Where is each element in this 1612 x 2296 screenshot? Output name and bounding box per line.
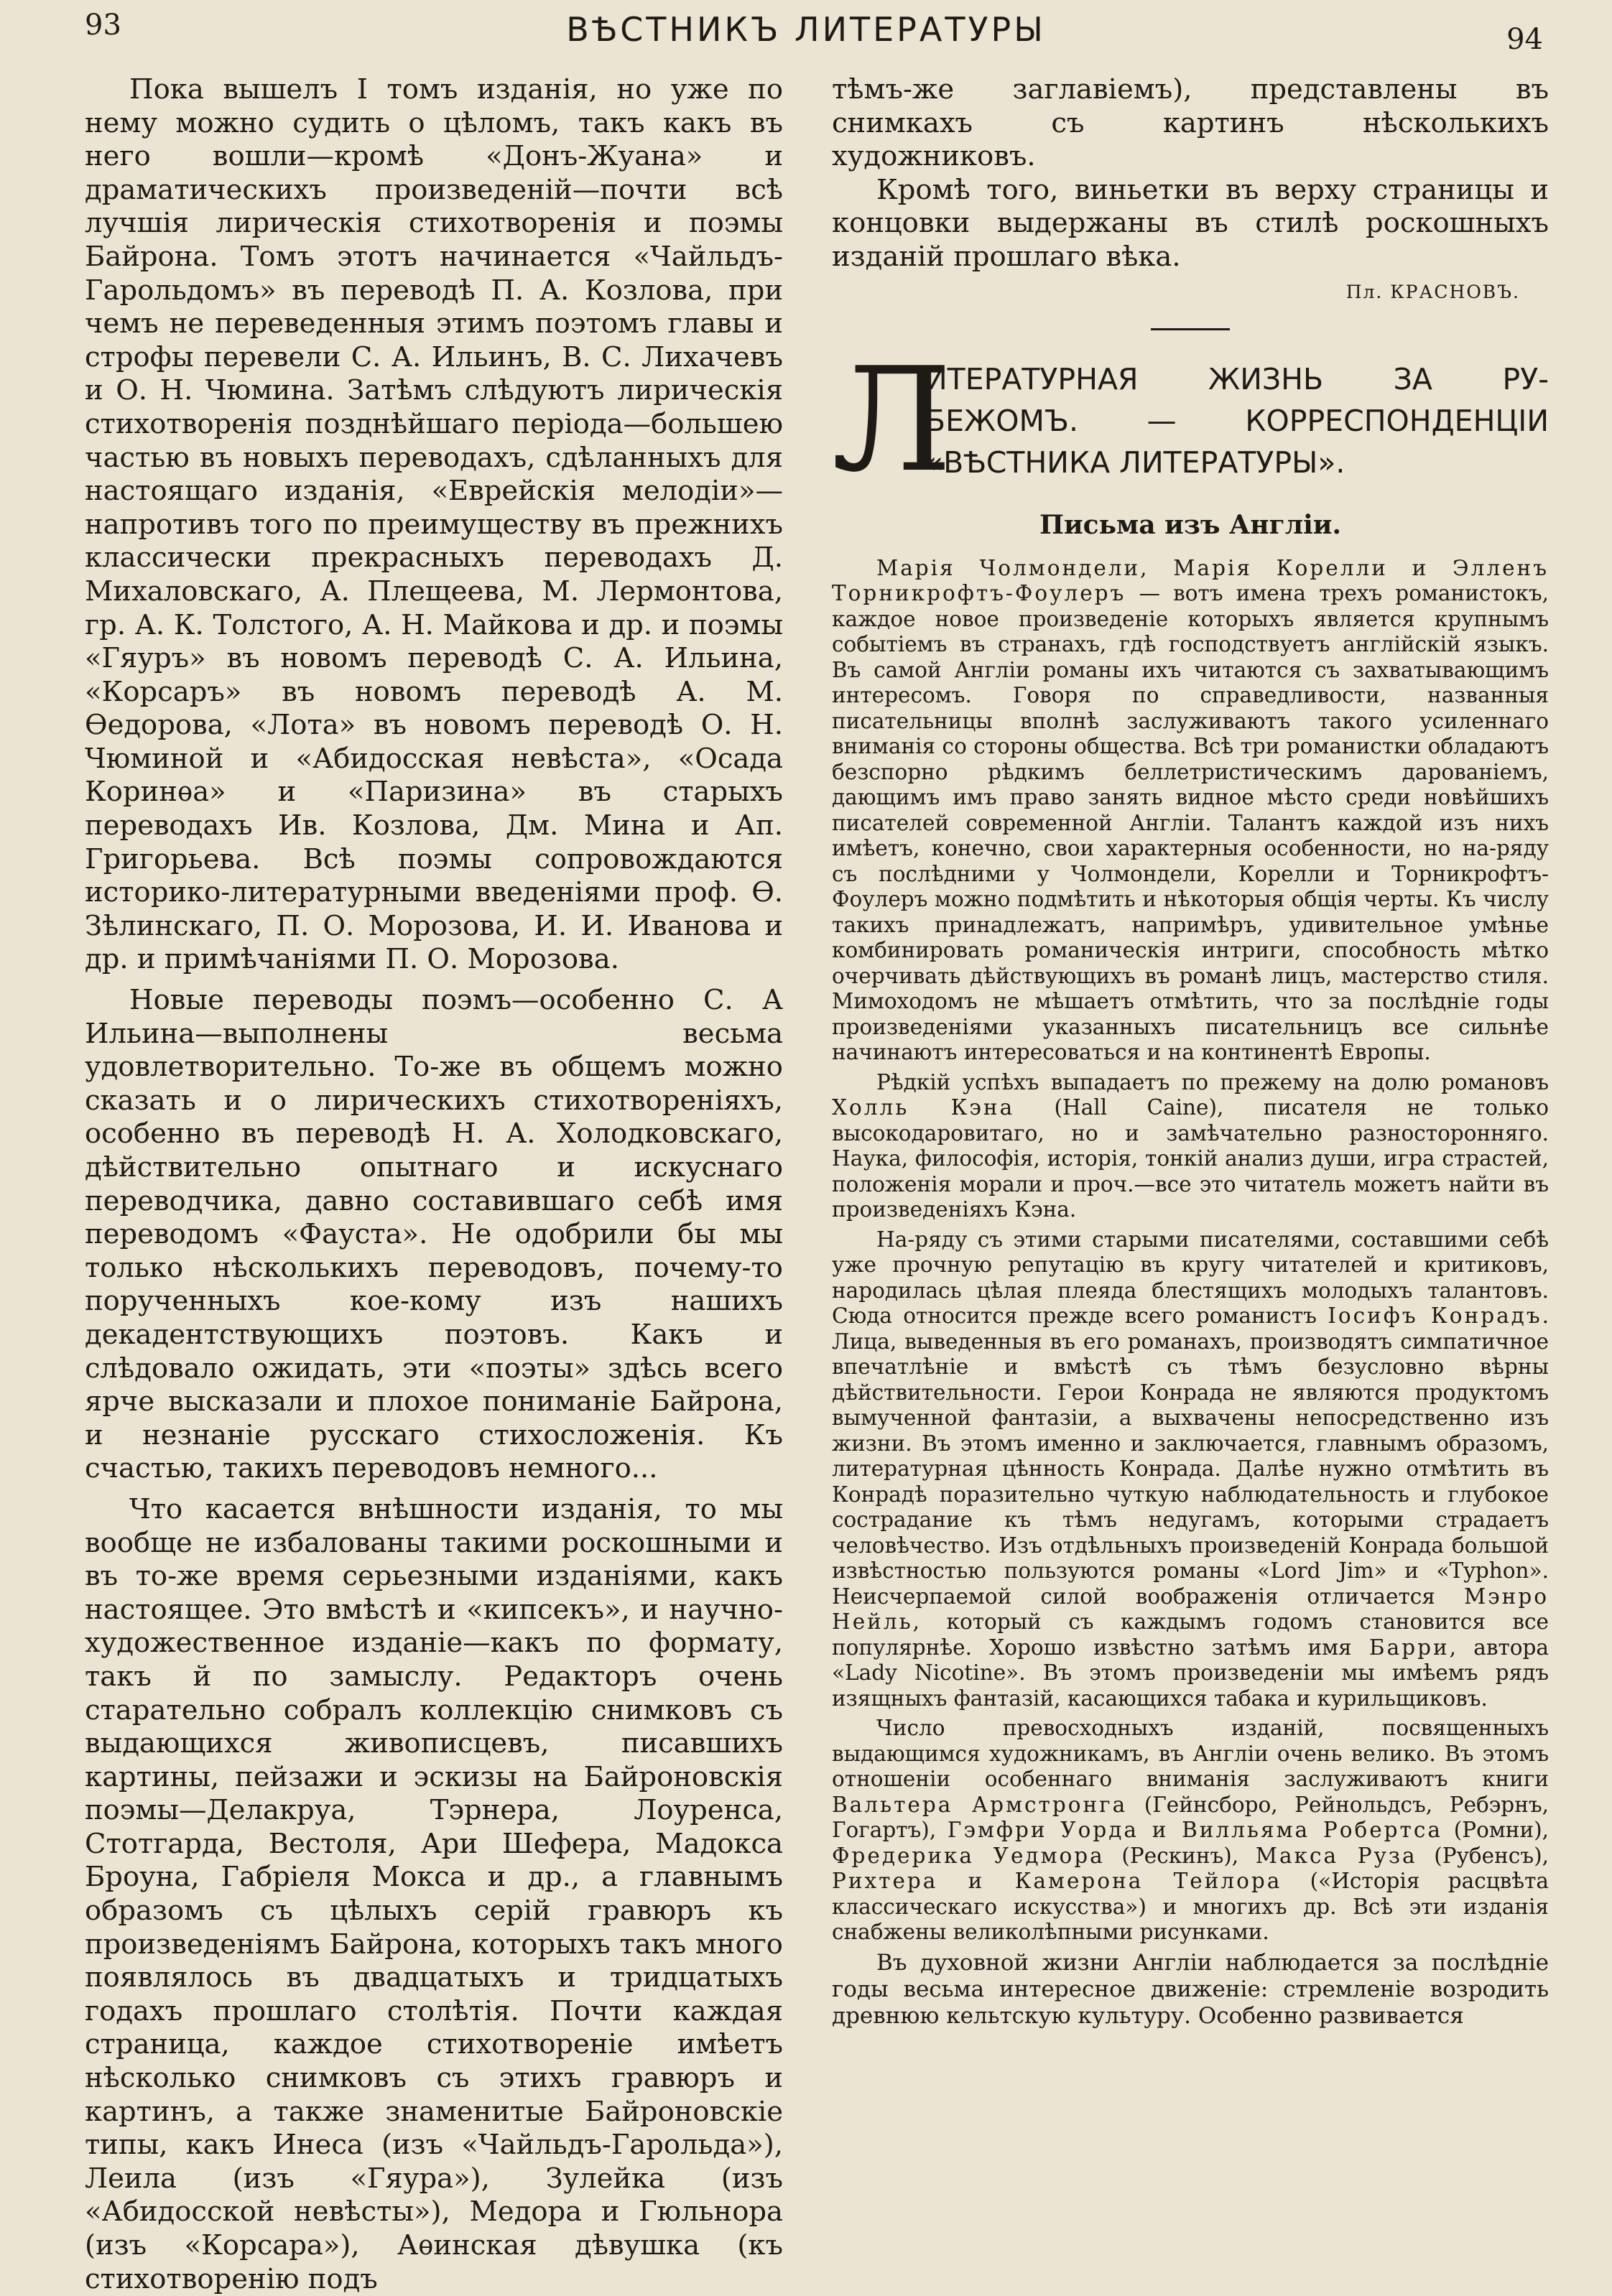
author-name: Фредерика Уедмора [832, 1843, 1105, 1868]
page-number-left: 93 [85, 9, 121, 42]
author-name: Іосифъ Конрадъ [1328, 1303, 1542, 1329]
drop-cap: Л [832, 336, 952, 504]
page-number-right: 94 [1506, 23, 1543, 56]
paragraph: тѣмъ-же заглавіемъ), представлены въ снимкахъ съ картинъ нѣсколькихъ художниковъ. [832, 73, 1549, 173]
heading-line: БЕЖОМЪ. — КОРРЕСПОНДЕНЦІИ [925, 403, 1549, 438]
section-heading [832, 336, 1549, 504]
paragraph: Въ духовной жизни Англіи наблюдается за послѣдніе годы весьма интересное движеніе: стремленіе возродить древнюю кельтскую культуру. Особенно развивается [832, 1949, 1549, 2029]
paragraph: Новые переводы поэмъ—особенно С. А Ильина—выполнены весьма удовлетворительно. То-же въ общемъ можно сказать и о лирическихъ стихотвореніяхъ, особенно въ переводѣ Н. А. Холодковскаго, дѣйствительно опытнаго и искуснаго переводчика, давно составившаго себѣ имя переводомъ «Фауста». Не одобрили бы мы только нѣсколькихъ переводовъ, почему-то порученныхъ кое-кому изъ нашихъ декадентствующихъ поэтовъ. Какъ и слѣдовало ожидать, эти «поэты» здѣсь всего ярче высказали и плохое пониманіе Байрона, и незнаніе русскаго стихосложенія. Къ счастью, такихъ переводовъ немного... [85, 984, 783, 1485]
paragraph: Кромѣ того, виньетки въ верху страницы и концовки выдержаны въ стилѣ роскошныхъ изданій прошлаго вѣка. [832, 173, 1549, 273]
text: Число превосходныхъ изданій, посвященныхъ выдающимся художникамъ, въ Англіи очень велико. Въ этомъ отношеніи особеннаго вниманія заслуживаютъ книги [832, 1716, 1549, 1792]
text: («Исторія расцвѣта классическаго искусства») и многихъ др. Всѣ эти изданія снабжены великолѣпными рисунками. [832, 1869, 1549, 1945]
heading-line: «ВѢСТНИКА ЛИТЕРАТУРЫ». [925, 445, 1345, 480]
author-names: Марія Чолмондели, Марія Корелли и Элленъ Торникрофтъ-Фоулеръ [832, 555, 1549, 606]
author-signature: Пл. КРАСНОВЪ. [1345, 281, 1520, 302]
text: (Ромни), [1442, 1818, 1549, 1843]
text: (Рескинъ), [1104, 1843, 1256, 1868]
paragraph: Пока вышелъ I томъ изданія, но уже по нему можно судить о цѣломъ, такъ какъ въ него вошли—кромѣ «Донъ-Жуана» и драматическихъ произведеній—почти всѣ лучшія лирическія стихотворенія и поэмы Байрона. Томъ этотъ начинается «Чайльдъ-Гарольдомъ» въ переводѣ П. А. Козлова, при чемъ не переведенныя этимъ поэтомъ главы и строфы перевели С. А. Ильинъ, В. С. Лихачевъ и О. Н. Чюмина. Затѣмъ слѣдуютъ лирическія стихотворенія позднѣйшаго періода—большею частью въ новыхъ переводахъ, сдѣланныхъ для настоящаго изданія, «Еврейскія мелодіи»—напротивъ того по преимуществу въ прежнихъ классически прекрасныхъ переводахъ Д. Михаловскаго, А. Плещеева, М. Лермонтова, гр. А. К. Толстого, А. Н. Майкова и др. и поэмы «Гяуръ» въ новомъ переводѣ С. А. Ильина, «Корсаръ» въ новомъ переводѣ А. М. Ѳедорова, «Лота» въ новомъ переводѣ О. Н. Чюминой и «Абидосская невѣста», «Осада Коринѳа» и «Паризина» въ старыхъ переводахъ Ив. Козлова, Дм. Мина и Ап. Григорьева. Всѣ поэмы сопровождаются историко-литературными введеніями проф. Ѳ. Зѣлинскаго, П. О. Морозова, И. И. Иванова и др. и примѣчаніями П. О. Морозова. [85, 73, 783, 976]
paragraph [832, 1716, 1549, 1946]
letter-body [832, 556, 1549, 2030]
author-name: Холль Кэна [832, 1095, 1015, 1120]
author-name: Рихтера и Камерона Тейлора [832, 1869, 1282, 1894]
paragraph [832, 556, 1549, 1066]
paragraph: Что касается внѣшности изданія, то мы вообще не избалованы такими роскошными и въ то-же время серьезными изданіями, какъ настоящее. Это вмѣстѣ и «кипсекъ», и научно-художественное изданіе—какъ по формату, такъ й по замыслу. Редакторъ очень старательно собралъ коллекцію снимковъ съ выдающихся живописцевъ, писавшихъ картины, пейзажи и эскизы на Байроновскія поэмы—Делакруа, Тэрнера, Лоуренса, Стотгарда, Вестоля, Ари Шефера, Мадокса Броуна, Габріеля Мокса и др., а главнымъ образомъ съ цѣлыхъ серій гравюръ къ произведеніямъ Байрона, которыхъ такъ много появлялось въ двадцатыхъ и тридцатыхъ годахъ прошлаго столѣтія. Почти каждая страница, каждое стихотвореніе имѣетъ нѣсколько снимковъ съ этихъ гравюръ и картинъ, а также знаменитые Байроновскіе типы, какъ Инеса (изъ «Чайльдъ-Гарольда»), Леила (изъ «Гяура»), Зулейка (изъ «Абидосской невѣсты»), Медора и Гюльнора (изъ «Корсара»), Аѳинская дѣвушка (къ стихотворенію подъ [85, 1492, 783, 2295]
author-name: Мэнро Нейль [832, 1584, 1549, 1635]
running-head: ВѢСТНИКЪ ЛИТЕРАТУРЫ [566, 10, 1046, 49]
paragraph [832, 1070, 1549, 1223]
right-column [832, 73, 1549, 2030]
article-ending [832, 73, 1549, 274]
text: — вотъ имена трехъ романистокъ, каждое новое произведеніе которыхъ является крупнымъ событіемъ въ странахъ, гдѣ господствуетъ англійскій языкъ. Въ самой Англіи романы ихъ читаются съ захватывающимъ интересомъ. Говоря по справедливости, названныя писательницы вполнѣ заслуживаютъ такого усиленнаго вниманія со стороны общества. Всѣ три романистки обладаютъ безспорно рѣдкимъ беллетристическимъ дарованіемъ, дающимъ имъ право занять видное мѣсто среди новѣйшихъ писателей современной Англіи. Талантъ каждой изъ нихъ имѣетъ, конечно, свои характерныя особенности, но на-ряду съ послѣдними у Чолмондели, Корелли и Торникрофтъ-Фоулеръ можно подмѣтить и нѣкоторыя общія черты. Къ числу такихъ принадлежатъ, напримѣръ, удивительное умѣнье комбинировать романическія интриги, способность мѣтко очерчивать дѣйствующихъ въ романѣ лицъ, мастерство стиля. Мимоходомъ не мѣшаетъ отмѣтить, что за послѣдніе годы произведеніями указанныхъ писательницъ все сильнѣе начинаютъ интересоваться и на континентѣ Европы. [832, 581, 1549, 1065]
author-name: Вальтера Армстронга [832, 1792, 1128, 1817]
paragraph [832, 1227, 1549, 1712]
text: . Лица, выведенныя въ его романахъ, производятъ симпатичное впечатлѣніе и вмѣстѣ съ тѣмъ безусловно вѣрны дѣйствительности. Герои Конрада не являются продуктомъ вымученной фантазіи, а выхвачены непосредственно изъ жизни. Въ этомъ именно и заключается, главнымъ образомъ, литературная цѣнность Конрада. Далѣе нужно отмѣтить въ Конрадѣ поразительно чуткую наблюдательность и глубокое сострадание къ тѣмъ недугамъ, которыми страдаетъ человѣчество. Изъ отдѣльныхъ произведеній Конрада большой извѣстностью пользуются романы «Lord Jim» и «Typhon». Неисчерпаемой силой воображенія отличается [832, 1303, 1549, 1609]
text: Рѣдкій успѣхъ выпадаетъ по прежему на долю романовъ [876, 1069, 1549, 1094]
author-name: Барри [1368, 1635, 1450, 1660]
section-divider [1151, 328, 1230, 330]
text: , автора «Lady Nicotine». Въ этомъ произведеніи мы имѣемъ рядъ изящныхъ фантазій, касающихся табака и курильщиковъ. [832, 1635, 1549, 1711]
heading-line: ИТЕРАТУРНАЯ ЖИЗНЬ ЗА РУ- [925, 361, 1549, 396]
text: (Hall Caine), писателя не только высокодаровитаго, но и замѣчательно разносторонняго. Наука, философія, исторія, тонкій анализ души, игра страстей, положенія морали и проч.—все это читатель можетъ найти въ произведеніяхъ Кэна. [832, 1095, 1549, 1222]
text: , который съ каждымъ годомъ становится все популярнѣе. Хорошо извѣстно затѣмъ имя [832, 1609, 1549, 1660]
text: (Гейнсборо, Рейнольдсъ, Ребэрнъ, Гогартъ), [832, 1792, 1549, 1843]
left-column [85, 73, 783, 2296]
text: (Рубенсъ), [1417, 1843, 1549, 1868]
author-name: Макса Руза [1255, 1843, 1417, 1868]
author-name: Гэмфри Уорда и Вилльяма Робертса [947, 1818, 1442, 1843]
subsection-title: Письма изъ Англіи. [1039, 509, 1342, 540]
text: На-ряду съ этими старыми писателями, составшими себѣ уже прочную репутацію въ кругу читателей и критиковъ, народилась цѣлая плеяда блестящихъ молодыхъ талантовъ. Сюда относится прежде всего романистъ [832, 1227, 1549, 1329]
